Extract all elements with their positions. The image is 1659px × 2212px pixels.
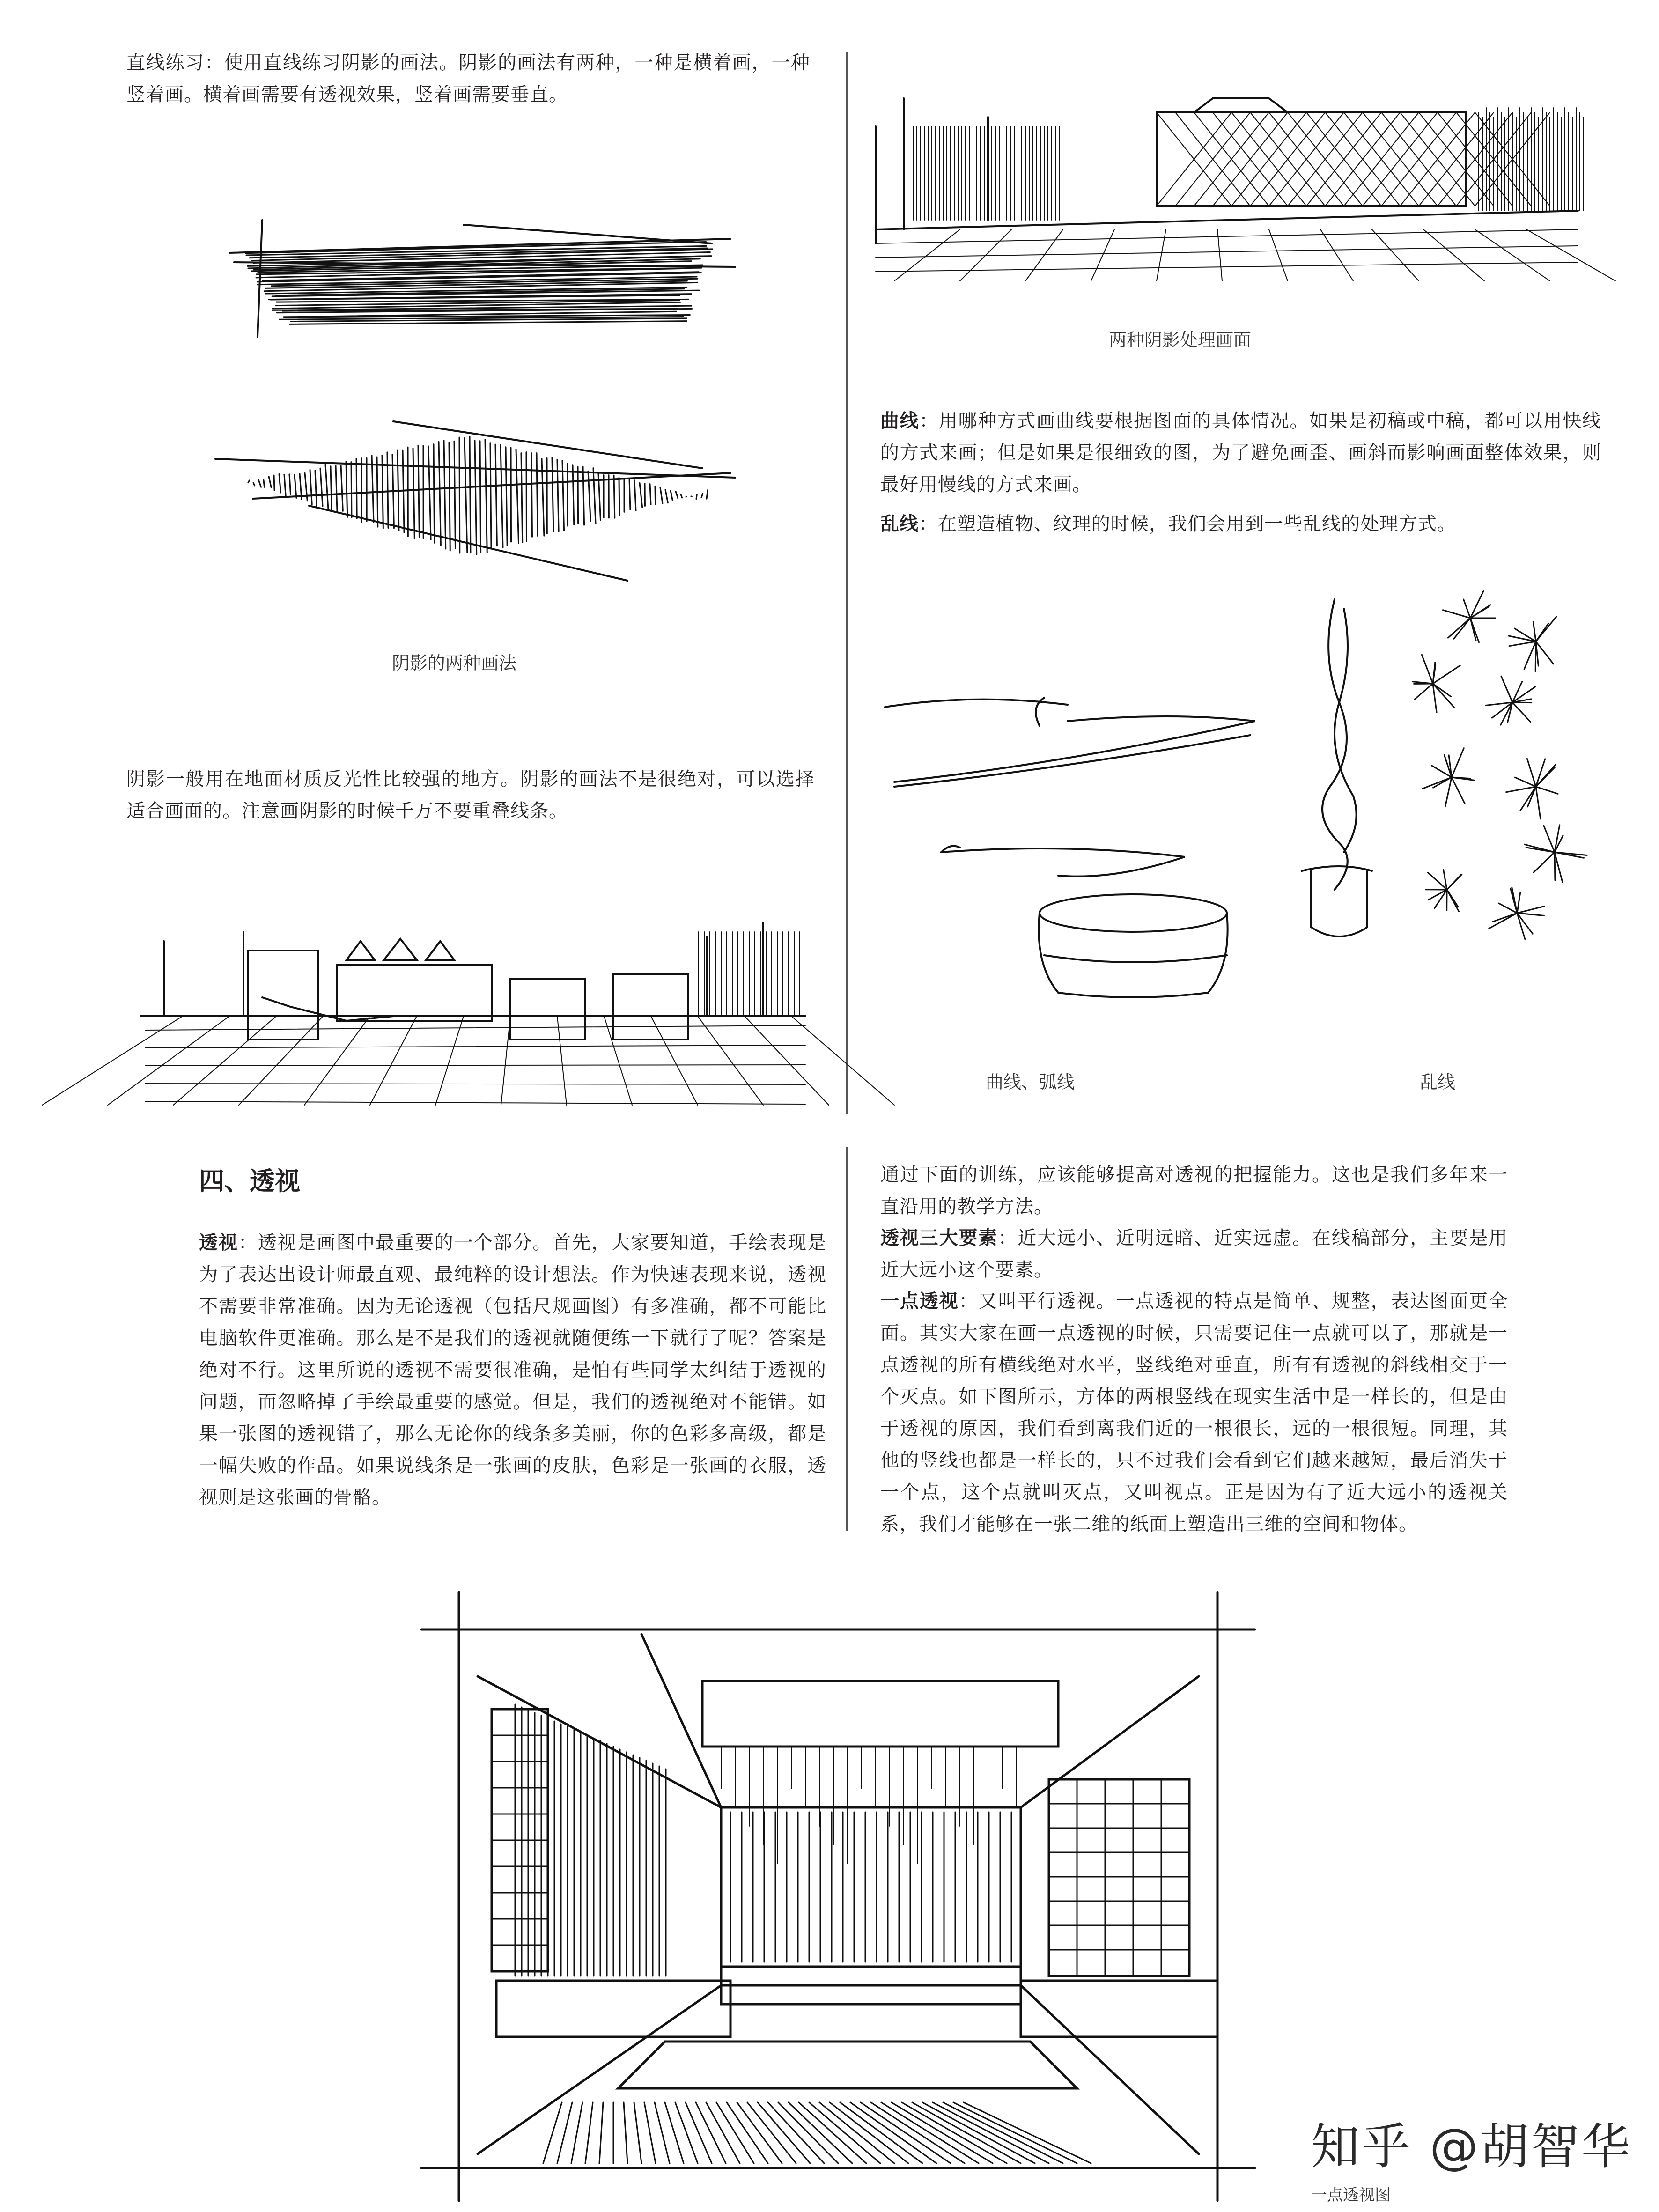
training-paragraph: 通过下面的训练，应该能够提高对透视的把握能力。这也是我们多年来一直沿用的教学方法。: [880, 1164, 1508, 1217]
perspective-text: ：透视是画图中最重要的一个部分。首先，大家要知道，手绘表现是为了表达出设计师最直观、最纯粹的设计想法。作为快速表现来说，透视不需要非常准确。因为无论透视（包括尺规画图）有多准确，都不可能比电脑软件更准确。那么是不是我们的透视就随便练一下就行了呢？答案是绝对不行。这里所说的透视不需要很准确，是怕有些同学太纠结于透视的问题，而忽略掉了手绘最重要的感觉。但是，我们的透视绝对不能错。如果一张图的透视错了，那么无论你的线条多美丽，你的色彩多高级，都是一幅失败的作品。如果说线条是一张画的皮肤，色彩是一张画的衣服，透视则是这张画的骨骼。: [199, 1232, 827, 1508]
curves-arcs-caption: 曲线、弧线: [985, 1072, 1075, 1092]
curve-paragraph: [880, 405, 1601, 501]
column-divider-top: [846, 52, 848, 1114]
living-room-sketch: [136, 904, 810, 1105]
messy-paragraph: [880, 508, 1601, 540]
curves-arcs-sketch: [880, 693, 1264, 1002]
one-point-text: ：又叫平行透视。一点透视的特点是简单、规整，表达图面更全面。其实大家在画一点透视的时候，只需要记住一点就可以了，那就是一点透视的所有横线绝对水平，竖线绝对垂直，所有有透视的斜线相交于一个灭点。如下图所示，方体的两根竖线在现实生活中是一样长的，但是由于透视的原因，我们看到离我们近的一根很长，远的一根很短。同理，其他的竖线也都是一样长的，只不过我们会看到它们越来越短，最后消失于一个点，这个点就叫灭点，又叫视点。正是因为有了近大远小的透视关系，我们才能够在一张二维的纸面上塑造出三维的空间和物体。: [880, 1290, 1508, 1535]
curve-text: ：用哪种方式画曲线要根据图面的具体情况。如果是初稿或中稿，都可以用快线的方式来画；但是如果是很细致的图，为了避免画歪、画斜而影响画面整体效果，则最好用慢线的方式来画。: [880, 410, 1602, 495]
column-divider-middle: [846, 1147, 848, 1531]
shadow-paragraph: 阴影一般用在地面材质反光性比较强的地方。阴影的画法不是很绝对，可以选择适合画面的。注意画阴影的时候千万不要重叠线条。: [126, 768, 815, 822]
one-point-paragraph: [880, 1285, 1508, 1540]
zhihu-watermark: 知乎 @胡智华: [1311, 2118, 1632, 2175]
intro-label: 直线练习: [126, 52, 205, 74]
messy-text: ：在塑造植物、纹理的时候，我们会用到一些乱线的处理方式。: [919, 513, 1456, 535]
three-elements-text: ：近大远小、近明远暗、近实远虚。在线稿部分，主要是用近大远小这个要素。: [880, 1227, 1508, 1281]
courtyard-sketch: [866, 89, 1587, 286]
three-elements-paragraph: [880, 1222, 1508, 1286]
one-point-label: 一点透视: [880, 1290, 959, 1312]
messy-lines-sketch: [1292, 590, 1583, 1002]
curve-label: 曲线: [880, 410, 920, 432]
intro-paragraph: [126, 47, 810, 111]
perspective-paragraph: [199, 1227, 826, 1513]
intro-text: ：使用直线练习阴影的画法。阴影的画法有两种，一种是横着画，一种竖着画。横着画需要有透视效果，竖着画需要垂直。: [126, 52, 811, 105]
three-elements-label: 透视三大要素: [880, 1227, 998, 1249]
messy-label: 乱线: [880, 513, 919, 535]
vertical-hatch-sketch: [206, 412, 749, 590]
two-shadow-caption: 两种阴影处理画面: [1108, 330, 1251, 350]
perspective-label: 透视: [199, 1232, 238, 1253]
shadow-methods-caption: 阴影的两种画法: [391, 653, 516, 673]
one-point-perspective-drawing: [421, 1592, 1264, 2210]
messy-lines-caption: 乱线: [1419, 1072, 1455, 1092]
horizontal-hatch-sketch: [220, 211, 745, 351]
one-point-caption: 一点透视图: [1311, 2186, 1391, 2205]
section-heading: 四、透视: [199, 1166, 300, 1196]
